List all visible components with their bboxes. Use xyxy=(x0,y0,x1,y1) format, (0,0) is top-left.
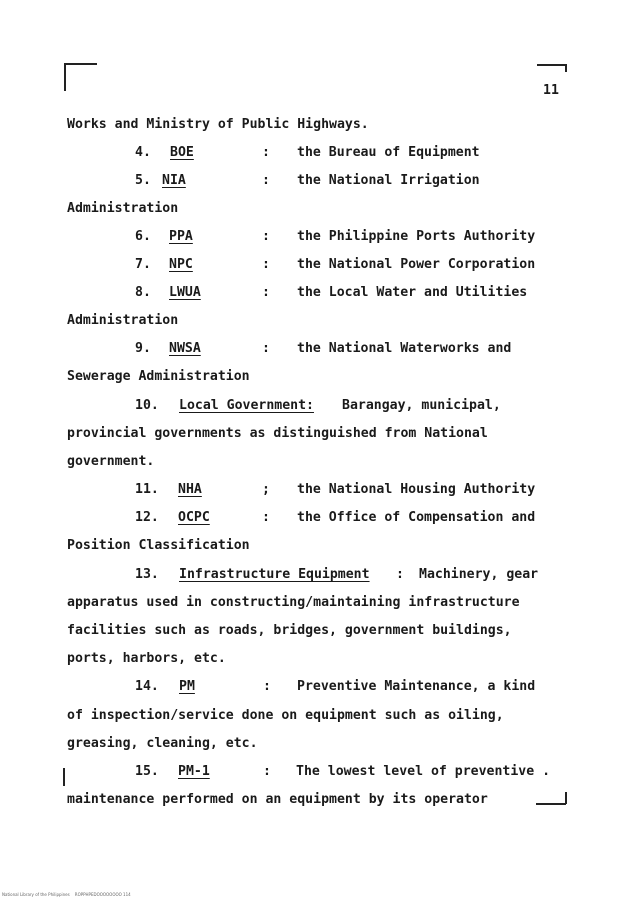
text-line: maintenance performed on an equipment by its operator xyxy=(67,792,488,807)
text-line: Position Classification xyxy=(67,538,250,553)
item-abbreviation: BOE xyxy=(170,145,194,160)
text-line: Administration xyxy=(67,313,179,328)
item-definition: the Philippine Ports Authority xyxy=(297,229,536,244)
item-definition: the National Housing Authority xyxy=(297,482,536,497)
item-number: 15. xyxy=(135,764,159,779)
item-number: 7. xyxy=(135,257,151,272)
corner-mark-bottom-right-v xyxy=(565,792,567,804)
item-separator: ; xyxy=(262,482,270,497)
item-number: 5. xyxy=(135,173,151,188)
text-line: ports, harbors, etc. xyxy=(67,651,226,666)
item-abbreviation: NIA xyxy=(162,173,186,188)
item-abbreviation: LWUA xyxy=(169,285,201,300)
item-separator: : xyxy=(262,510,270,525)
item-definition: the Office of Compensation and xyxy=(297,510,536,525)
corner-mark-top-right-v xyxy=(565,64,567,72)
item-separator: : xyxy=(262,341,270,356)
text-line: Administration xyxy=(67,201,179,216)
item-separator: : xyxy=(262,145,270,160)
item-separator: : xyxy=(262,257,270,272)
term-label: PM xyxy=(179,679,195,694)
item-number: 12. xyxy=(135,510,159,525)
term-definition: Preventive Maintenance, a kind xyxy=(297,679,536,694)
item-separator: : xyxy=(262,173,270,188)
term-definition: The lowest level of preventive . xyxy=(296,764,551,779)
text-line: government. xyxy=(67,454,155,469)
text-line: greasing, cleaning, etc. xyxy=(67,736,258,751)
term-label: Local Government: xyxy=(179,398,314,413)
term-separator: : xyxy=(263,764,271,779)
item-definition: the National Power Corporation xyxy=(297,257,536,272)
term-label: PM-1 xyxy=(178,764,210,779)
term-label: Infrastructure Equipment xyxy=(179,567,370,582)
corner-mark-top-right-h xyxy=(537,64,567,66)
item-abbreviation: NHA xyxy=(178,482,202,497)
scan-footer: National Library of the Philippines ROPPHPEDOOOOOOOO 114 xyxy=(2,892,131,897)
text-line: of inspection/service done on equipment such as oiling, xyxy=(67,708,504,723)
term-definition: Machinery, gear xyxy=(419,567,539,582)
term-separator: : xyxy=(263,679,271,694)
term-separator: : xyxy=(396,567,404,582)
corner-mark-bottom-left-v xyxy=(63,768,65,786)
item-abbreviation: NWSA xyxy=(169,341,201,356)
corner-mark-bottom-right-h xyxy=(536,803,566,805)
item-number: 8. xyxy=(135,285,151,300)
item-abbreviation: OCPC xyxy=(178,510,210,525)
corner-mark-top-left-h xyxy=(64,63,97,65)
item-number: 11. xyxy=(135,482,159,497)
page-number: 11 xyxy=(543,83,559,98)
item-definition: the Bureau of Equipment xyxy=(297,145,480,160)
text-line: Works and Ministry of Public Highways. xyxy=(67,117,369,132)
text-line: apparatus used in constructing/maintaining infrastructure xyxy=(67,595,520,610)
item-separator: : xyxy=(262,229,270,244)
text-line: provincial governments as distinguished from National xyxy=(67,426,488,441)
term-definition: Barangay, municipal, xyxy=(342,398,501,413)
item-number: 9. xyxy=(135,341,151,356)
item-number: 6. xyxy=(135,229,151,244)
text-line: facilities such as roads, bridges, government buildings, xyxy=(67,623,512,638)
item-separator: : xyxy=(262,285,270,300)
item-abbreviation: PPA xyxy=(169,229,193,244)
item-definition: the National Irrigation xyxy=(297,173,480,188)
item-number: 10. xyxy=(135,398,159,413)
item-number: 13. xyxy=(135,567,159,582)
corner-mark-top-left-v xyxy=(64,63,66,91)
item-definition: the Local Water and Utilities xyxy=(297,285,528,300)
text-line: Sewerage Administration xyxy=(67,369,250,384)
item-definition: the National Waterworks and xyxy=(297,341,512,356)
item-number: 14. xyxy=(135,679,159,694)
item-abbreviation: NPC xyxy=(169,257,193,272)
item-number: 4. xyxy=(135,145,151,160)
